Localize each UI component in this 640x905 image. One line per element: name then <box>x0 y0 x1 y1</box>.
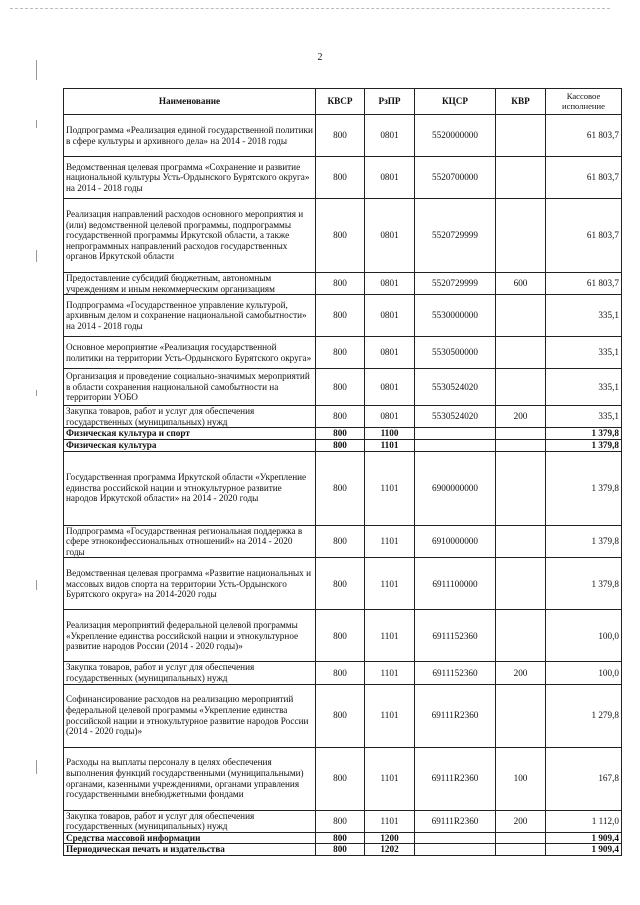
cell-kvr <box>496 832 546 844</box>
table-row <box>64 832 622 844</box>
cell-cash: 335,1 <box>546 406 622 428</box>
cell-kvsr: 800 <box>316 747 365 810</box>
table-row <box>64 295 622 337</box>
cell-name: Основное мероприятие «Реализация государственной политики на территории Усть-Ордынского Бурятского округа» <box>64 337 316 369</box>
table-row <box>64 662 622 684</box>
cell-kvr <box>496 157 546 199</box>
table-row <box>64 199 622 273</box>
cell-name: Реализация мероприятий федеральной целевой программы «Укрепление единства российской нации и этнокультурное развитие народов России (2014 - 2020 годы)» <box>64 610 316 662</box>
cell-cash: 1 112,0 <box>546 810 622 832</box>
cell-cash: 167,8 <box>546 747 622 810</box>
cell-kvsr: 800 <box>316 199 365 273</box>
header-kcsr: КЦСР <box>415 89 496 115</box>
cell-kvr <box>496 295 546 337</box>
cell-cash: 1 279,8 <box>546 684 622 747</box>
cell-kvsr: 800 <box>316 406 365 428</box>
table-row <box>64 844 622 856</box>
cell-kvr <box>496 684 546 747</box>
cell-kcsr: 5520700000 <box>415 157 496 199</box>
cell-kvr <box>496 451 546 525</box>
cell-rzpr: 0801 <box>365 369 415 406</box>
header-cash: Кассовое исполнение <box>546 89 622 115</box>
cell-kcsr: 5520729999 <box>415 273 496 295</box>
cell-kvsr: 800 <box>316 295 365 337</box>
cell-kcsr: 5530000000 <box>415 295 496 337</box>
cell-cash: 1 379,8 <box>546 428 622 440</box>
cell-name: Расходы на выплаты персоналу в целях обеспечения выполнения функций государственными (муниципальными) органами, казенными учреждениями, органами управления государственными внебюджетными фондами <box>64 747 316 810</box>
cell-kvsr: 800 <box>316 610 365 662</box>
table-body <box>64 115 622 856</box>
cell-rzpr: 0801 <box>365 273 415 295</box>
cell-cash: 61 803,7 <box>546 157 622 199</box>
table-row <box>64 157 622 199</box>
cell-kvsr: 800 <box>316 810 365 832</box>
header-rzpr: РзПР <box>365 89 415 115</box>
cell-kvr <box>496 525 546 558</box>
cell-kcsr: 69111R2360 <box>415 810 496 832</box>
cell-kvr <box>496 844 546 856</box>
cell-kcsr: 5530500000 <box>415 337 496 369</box>
table-row <box>64 810 622 832</box>
cell-name: Закупка товаров, работ и услуг для обеспечения государственных (муниципальных) нужд <box>64 810 316 832</box>
cell-kvsr: 800 <box>316 337 365 369</box>
cell-name: Государственная программа Иркутской области «Укрепление единства российской нации и этнокультурное развитие народов Иркутской области» на 2014 - 2020 годы <box>64 451 316 525</box>
cell-kcsr: 5520000000 <box>415 115 496 157</box>
cell-rzpr: 1101 <box>365 662 415 684</box>
cell-rzpr: 1101 <box>365 451 415 525</box>
cell-rzpr: 1101 <box>365 747 415 810</box>
cell-kcsr: 5520729999 <box>415 199 496 273</box>
cell-rzpr: 1100 <box>365 428 415 440</box>
cell-rzpr: 1101 <box>365 558 415 610</box>
cell-cash: 1 379,8 <box>546 525 622 558</box>
cell-kvsr: 800 <box>316 273 365 295</box>
cell-rzpr: 1101 <box>365 610 415 662</box>
cell-cash: 100,0 <box>546 610 622 662</box>
cell-kvr: 200 <box>496 406 546 428</box>
cell-kvsr: 800 <box>316 844 365 856</box>
cell-kvr <box>496 337 546 369</box>
cell-kvsr: 800 <box>316 369 365 406</box>
cell-kcsr <box>415 844 496 856</box>
cell-kcsr <box>415 832 496 844</box>
cell-kvsr: 800 <box>316 662 365 684</box>
table-row <box>64 525 622 558</box>
cell-kcsr <box>415 439 496 451</box>
cell-kvsr: 800 <box>316 451 365 525</box>
cell-kvsr: 800 <box>316 558 365 610</box>
cell-cash: 1 379,8 <box>546 558 622 610</box>
cell-kvr <box>496 439 546 451</box>
table-row <box>64 273 622 295</box>
cell-kcsr: 69111R2360 <box>415 684 496 747</box>
cell-kvr <box>496 558 546 610</box>
cell-kvr <box>496 428 546 440</box>
budget-table <box>63 88 622 856</box>
table-row <box>64 406 622 428</box>
table-row <box>64 747 622 810</box>
margin-scan-marks <box>36 60 38 850</box>
cell-kvr <box>496 369 546 406</box>
cell-cash: 61 803,7 <box>546 199 622 273</box>
cell-name: Предоставление субсидий бюджетным, автономным учреждениям и иным некоммерческим организациям <box>64 273 316 295</box>
cell-name: Ведомственная целевая программа «Сохранение и развитие национальной культуры Усть-Ордынского Бурятского округа» на 2014 - 2018 годы <box>64 157 316 199</box>
cell-name: Закупка товаров, работ и услуг для обеспечения государственных (муниципальных) нужд <box>64 662 316 684</box>
cell-kvr: 200 <box>496 662 546 684</box>
cell-kvsr: 800 <box>316 525 365 558</box>
cell-kcsr: 5530524020 <box>415 406 496 428</box>
cell-rzpr: 1101 <box>365 525 415 558</box>
cell-cash: 1 379,8 <box>546 451 622 525</box>
cell-kvsr: 800 <box>316 115 365 157</box>
cell-cash: 335,1 <box>546 295 622 337</box>
header-kvr: КВР <box>496 89 546 115</box>
cell-name: Закупка товаров, работ и услуг для обеспечения государственных (муниципальных) нужд <box>64 406 316 428</box>
cell-name: Периодическая печать и издательства <box>64 844 316 856</box>
cell-rzpr: 1101 <box>365 439 415 451</box>
table-row <box>64 337 622 369</box>
cell-kcsr: 6911100000 <box>415 558 496 610</box>
cell-name: Ведомственная целевая программа «Развитие национальных и массовых видов спорта на территории Усть-Ордынского Бурятского округа» на 2014-2020 годы <box>64 558 316 610</box>
cell-rzpr: 0801 <box>365 337 415 369</box>
table-row <box>64 558 622 610</box>
table-row <box>64 439 622 451</box>
cell-rzpr: 1101 <box>365 684 415 747</box>
table-row <box>64 428 622 440</box>
cell-name: Организация и проведение социально-значимых мероприятий в области сохранения национальной самобытности на территории УОБО <box>64 369 316 406</box>
cell-name: Физическая культура и спорт <box>64 428 316 440</box>
table-row <box>64 369 622 406</box>
cell-kvr <box>496 115 546 157</box>
cell-kvr: 600 <box>496 273 546 295</box>
cell-kcsr: 69111R2360 <box>415 747 496 810</box>
cell-rzpr: 0801 <box>365 115 415 157</box>
cell-kvsr: 800 <box>316 684 365 747</box>
cell-kcsr: 6911152360 <box>415 610 496 662</box>
cell-kvr <box>496 610 546 662</box>
cell-rzpr: 0801 <box>365 406 415 428</box>
cell-kvr: 100 <box>496 747 546 810</box>
cell-kvsr: 800 <box>316 428 365 440</box>
cell-name: Софинансирование расходов на реализацию мероприятий федеральной целевой программы «Укрепление единства российской нации и этнокультурное развитие народов России (2014 - 2020 годы)» <box>64 684 316 747</box>
cell-kcsr <box>415 428 496 440</box>
cell-cash: 1 379,8 <box>546 439 622 451</box>
cell-rzpr: 1101 <box>365 810 415 832</box>
cell-name: Подпрограмма «Реализация единой государственной политики в сфере культуры и архивного дела» на 2014 - 2018 годы <box>64 115 316 157</box>
table-row <box>64 115 622 157</box>
table-row <box>64 451 622 525</box>
cell-name: Реализация направлений расходов основного мероприятия и (или) ведомственной целевой программы, подпрограммы государственной программы Иркутской области, а также непрограммных направлений расходов государственных органов Иркутской области <box>64 199 316 273</box>
table-header-row <box>64 89 622 115</box>
cell-kcsr: 6911152360 <box>415 662 496 684</box>
cell-rzpr: 0801 <box>365 157 415 199</box>
header-kvsr: КВСР <box>316 89 365 115</box>
cell-cash: 61 803,7 <box>546 115 622 157</box>
cell-kcsr: 5530524020 <box>415 369 496 406</box>
cell-cash: 335,1 <box>546 369 622 406</box>
cell-kvr <box>496 199 546 273</box>
cell-name: Подпрограмма «Государственное управление культурой, архивным делом и сохранение национальной самобытности» на 2014 - 2018 годы <box>64 295 316 337</box>
cell-kvsr: 800 <box>316 439 365 451</box>
cell-rzpr: 0801 <box>365 295 415 337</box>
header-name: Наименование <box>64 89 316 115</box>
cell-name: Подпрограмма «Государственная региональная поддержка в сфере этноконфессиональных отношений» на 2014 - 2020 годы <box>64 525 316 558</box>
cell-cash: 1 909,4 <box>546 844 622 856</box>
cell-rzpr: 1202 <box>365 844 415 856</box>
cell-cash: 61 803,7 <box>546 273 622 295</box>
cell-rzpr: 0801 <box>365 199 415 273</box>
cell-rzpr: 1200 <box>365 832 415 844</box>
table-row <box>64 610 622 662</box>
cell-cash: 100,0 <box>546 662 622 684</box>
cell-name: Средства массовой информации <box>64 832 316 844</box>
cell-kvr: 200 <box>496 810 546 832</box>
page-number: 2 <box>317 52 323 63</box>
cell-kcsr: 6900000000 <box>415 451 496 525</box>
cell-name: Физическая культура <box>64 439 316 451</box>
cell-kvsr: 800 <box>316 832 365 844</box>
cell-cash: 1 909,4 <box>546 832 622 844</box>
cell-kvsr: 800 <box>316 157 365 199</box>
scan-edge-line <box>10 8 610 9</box>
cell-kcsr: 6910000000 <box>415 525 496 558</box>
table-row <box>64 684 622 747</box>
cell-cash: 335,1 <box>546 337 622 369</box>
